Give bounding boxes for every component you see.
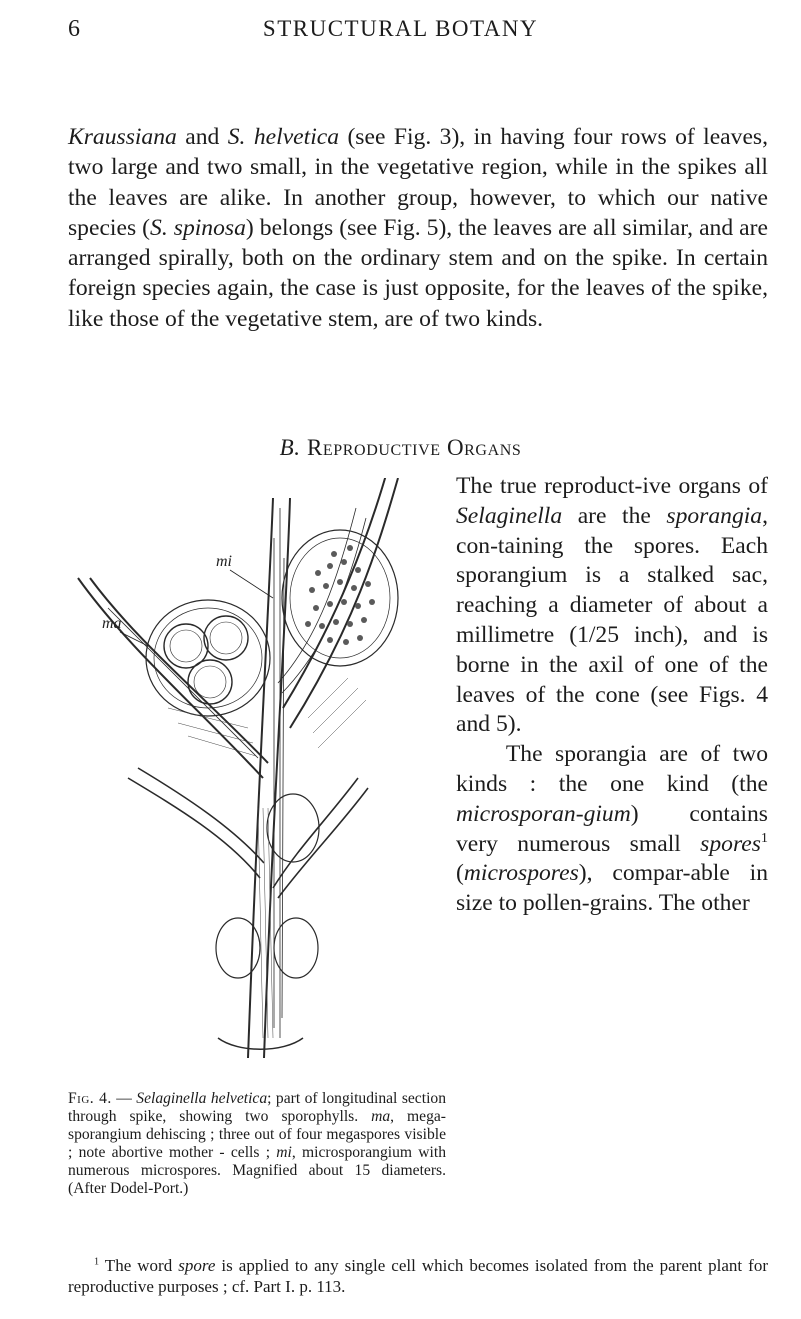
side-column-text: The true reproduct-ive organs of Selaginella are the sporangia, con-taining the spores. Each sporangium is a stalked sac, reaching a diameter of about a millimetre (1/25 inch), and is borne in the axil of one of the leaves of the cone (see Figs. 4 and 5). The sporangia are of two kinds : the one kind (the microsporan-gium) contains very numerous small spores$^1$ (microspores), compar-able in size to pollen-grains. The other [456, 473, 768, 917]
page-header [0, 16, 801, 56]
sporophyll-section-drawing [68, 478, 448, 1078]
footnote: $^1$ The word spore is applied to any single cell which becomes isolated from the parent plant for reproductive purposes ; cf. Part I. p. 113. [68, 1256, 769, 1296]
figure-4-illustration [68, 478, 448, 763]
species-name: Kraussiana [68, 124, 177, 150]
fraction: 1/25 [577, 621, 620, 648]
page-number: 6 [68, 16, 80, 42]
running-title: STRUCTURAL BOTANY [262, 16, 539, 41]
body-paragraph: Kraussiana and S. helvetica (see Fig. 3), in having four rows of leaves, two large and two small, in the vegetative region, while in the spikes all the leaves are alike. In another group, however, to which our native species (S. spinosa) belongs (see Fig. 5), the leaves are all similar, and are arranged spirally, both on the ordinary stem and on the spike. In certain foreign species again, the case is just opposite, for the leaves of the spike, like those of the vegetative stem, are of two kinds. [68, 124, 768, 332]
species-name: S. spinosa [150, 214, 246, 241]
label-ma: ma [102, 615, 122, 632]
figure-caption: Fig. 4. — Selaginella helvetica; part of longitudinal section through spike, showing two sporophylls. ma, mega-sporangium dehiscing ; three out of four megaspores visible ; note abortive mother - cells ; mi, microsporangium with numerous microspores. Magnified about 15 diameters. (After Dodel-Port.) [68, 1090, 447, 1197]
label-mi: mi [216, 553, 232, 570]
footnote-mark: 1 [760, 829, 768, 846]
species-name: S. helvetica [227, 124, 340, 150]
section-heading: B. Reproductive Organs [279, 435, 522, 460]
